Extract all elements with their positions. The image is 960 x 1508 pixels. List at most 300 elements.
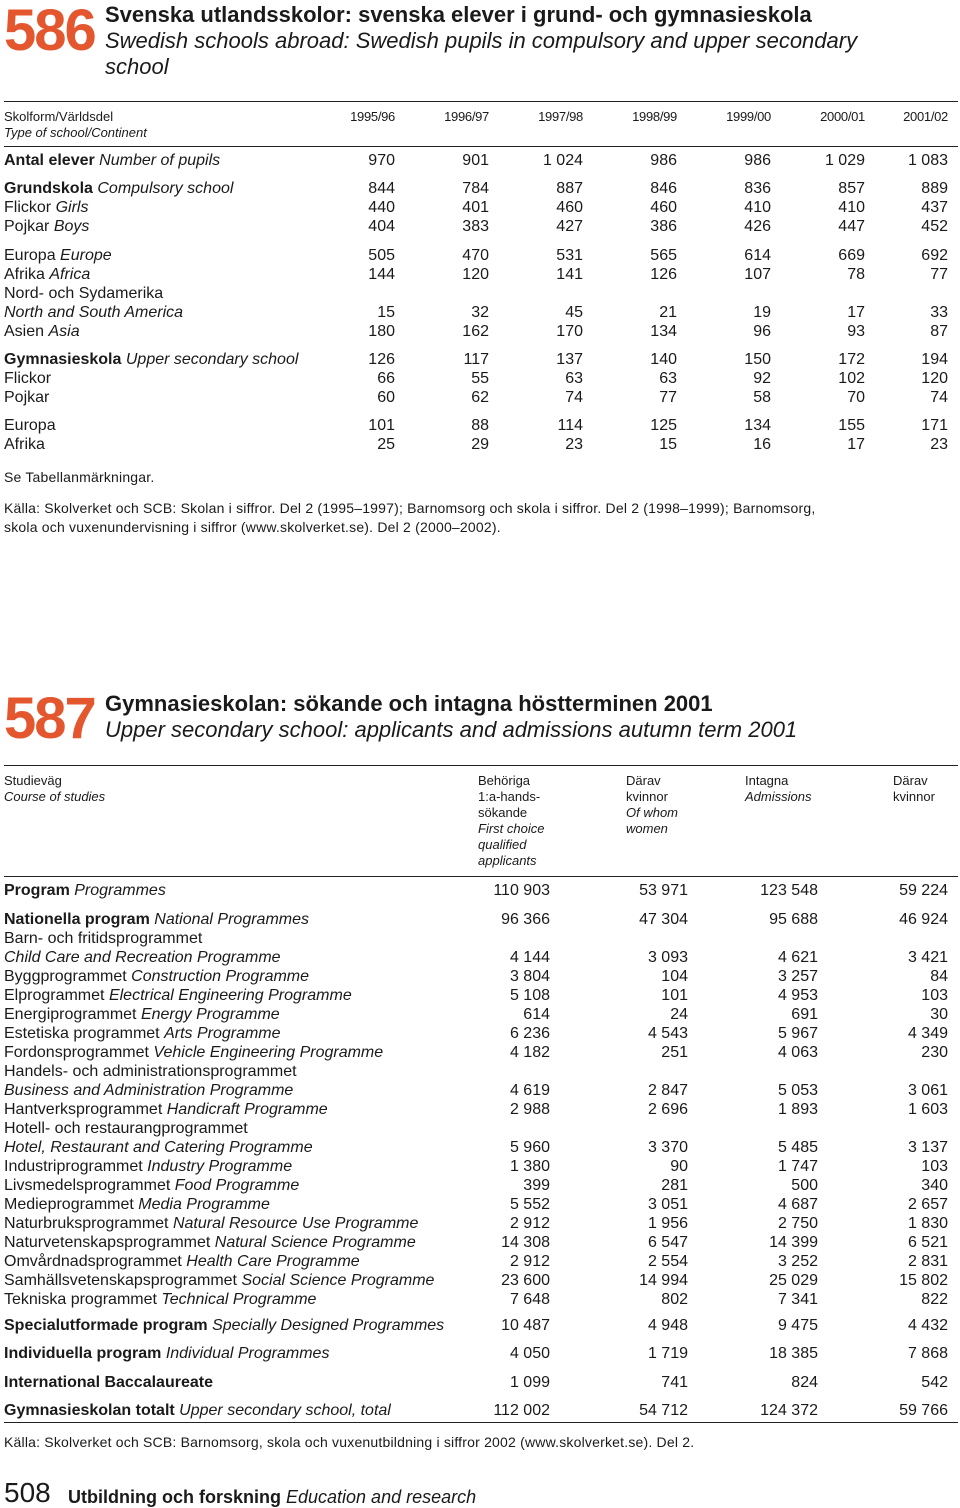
table-cell: 614: [744, 247, 771, 264]
table-cell: 62: [471, 389, 489, 406]
table-row: [4, 1119, 948, 1138]
table-cell: 155: [838, 417, 865, 434]
table-cell: 140: [650, 351, 677, 368]
row-label-en: Arts Programme: [164, 1025, 281, 1042]
table-cell: 614: [523, 1006, 550, 1023]
row-label-en: Hotel, Restaurant and Catering Programme: [4, 1139, 313, 1156]
table-cell: 4 621: [777, 949, 818, 966]
table-cell: 95 688: [769, 911, 818, 928]
row-label: [4, 369, 51, 388]
table-cell: 1 956: [647, 1215, 688, 1232]
table-row: [4, 929, 948, 948]
header-text: kvinnor: [893, 789, 935, 804]
table-cell: 60: [377, 389, 395, 406]
table-cell: 5 552: [509, 1196, 550, 1213]
row-label-en: Girls: [55, 199, 89, 216]
row-label: [4, 929, 202, 948]
table-row: [4, 179, 948, 198]
row-label: [4, 1138, 313, 1157]
row-label-en: Child Care and Recreation Programme: [4, 949, 281, 966]
table-cell: 691: [791, 1006, 818, 1023]
table-cell: 4 063: [777, 1044, 818, 1061]
table-cell: 452: [921, 218, 948, 235]
table-row: [4, 1214, 948, 1233]
row-label: [4, 1157, 292, 1176]
table-row: [4, 948, 948, 967]
table-cell: 17: [847, 436, 865, 453]
row-label-en: Upper secondary school, total: [179, 1402, 391, 1419]
table-cell: 14 994: [639, 1272, 688, 1289]
header-course-en: Course of studies: [4, 789, 106, 804]
table-cell: 194: [921, 351, 948, 368]
row-label: [4, 1271, 434, 1290]
table-cell: 401: [462, 199, 489, 216]
table-row: [4, 986, 948, 1005]
table-cell: 844: [368, 180, 395, 197]
row-label: [4, 1373, 213, 1392]
year-header: 1998/99: [632, 109, 677, 124]
table-cell: 1 719: [647, 1345, 688, 1362]
table-cell: 104: [661, 968, 688, 985]
table-cell: 107: [744, 266, 771, 283]
row-label-en: Technical Programme: [161, 1291, 317, 1308]
table-cell: 426: [744, 218, 771, 235]
header-of-whom-women-1: [626, 773, 678, 837]
table-cell: 1 083: [907, 152, 948, 169]
table-cell: 5 967: [777, 1025, 818, 1042]
row-label-en: Food Programme: [174, 1177, 300, 1194]
header-type-of-school-sv: Skolform/Världsdel: [4, 109, 114, 124]
row-label: [4, 217, 89, 236]
row-label: [4, 416, 56, 435]
row-label-sv: Hotell- och restaurangprogrammet: [4, 1120, 248, 1137]
table-cell: 101: [368, 417, 395, 434]
table-cell: 180: [368, 323, 395, 340]
row-label-en: Individual Programmes: [165, 1345, 330, 1362]
table-title-sv-586: Svenska utlandsskolor: svenska elever i grund- och gymnasieskola: [105, 2, 812, 27]
row-label-sv: Pojkar: [4, 218, 50, 235]
table-cell: 1 099: [509, 1374, 550, 1391]
row-label: [4, 1195, 270, 1214]
row-label: [4, 1233, 416, 1252]
table-row: [4, 369, 948, 388]
row-label-sv: Flickor: [4, 370, 52, 387]
table-row: [4, 1176, 948, 1195]
row-label-en: Asia: [48, 323, 80, 340]
table-row: [4, 217, 948, 236]
table-cell: 531: [556, 247, 583, 264]
table-cell: 110 903: [493, 882, 550, 899]
table-cell: 5 485: [777, 1139, 818, 1156]
table-cell: 84: [930, 968, 948, 985]
table-cell: 18 385: [769, 1345, 818, 1362]
table-cell: 59 224: [899, 882, 948, 899]
table-cell: 1 029: [824, 152, 865, 169]
year-header: 2000/01: [820, 109, 865, 124]
table-cell: 404: [368, 218, 395, 235]
year-header: 2001/02: [903, 109, 948, 124]
table-row: [4, 1233, 948, 1252]
year-header: 1995/96: [350, 109, 395, 124]
table-cell: 3 137: [907, 1139, 948, 1156]
table-cell: 19: [753, 304, 771, 321]
table-cell: 4 687: [777, 1196, 818, 1213]
table-cell: 150: [744, 351, 771, 368]
row-label-en: Number of pupils: [99, 152, 221, 169]
row-label-sv: Barn- och fritidsprogrammet: [4, 930, 203, 947]
header-text: women: [626, 821, 668, 836]
row-label: [4, 322, 80, 341]
table-cell: 3 257: [777, 968, 818, 985]
table-cell: 93: [847, 323, 865, 340]
table-cell: 55: [471, 370, 489, 387]
table-cell: 114: [557, 417, 583, 434]
row-label-sv: Energiprogrammet: [4, 1006, 137, 1023]
row-label: [4, 1119, 248, 1138]
table-cell: 2 696: [647, 1101, 688, 1118]
table-cell: 500: [791, 1177, 818, 1194]
table-cell: 92: [753, 370, 771, 387]
row-label-sv: Nationella program: [4, 911, 150, 928]
row-label-sv: Europa: [4, 247, 56, 264]
table-row: [4, 246, 948, 265]
table-row: [4, 1138, 948, 1157]
row-label-en: Media Programme: [138, 1196, 270, 1213]
table-cell: 96: [753, 323, 771, 340]
table-cell: 7 648: [509, 1291, 550, 1308]
row-label: [4, 881, 166, 900]
table-cell: 32: [471, 304, 489, 321]
table-cell: 2 554: [647, 1253, 688, 1270]
table-row: [4, 1271, 948, 1290]
table-cell: 45: [565, 304, 583, 321]
row-label-sv: Samhällsvetenskapsprogrammet: [4, 1272, 237, 1289]
table-cell: 4 182: [509, 1044, 550, 1061]
row-label: [4, 1062, 297, 1081]
table-cell: 126: [650, 266, 677, 283]
row-label-sv: Estetiska programmet: [4, 1025, 160, 1042]
year-header-row: [4, 109, 948, 125]
table-cell: 172: [838, 351, 865, 368]
table-cell: 53 971: [639, 882, 688, 899]
row-label: [4, 1316, 444, 1335]
row-label-en: Upper secondary school: [125, 351, 299, 368]
table-cell: 4 619: [509, 1082, 550, 1099]
table-cell: 120: [921, 370, 948, 387]
year-header: 1999/00: [726, 109, 771, 124]
table-cell: 58: [753, 389, 771, 406]
header-course-sv: Studieväg: [4, 773, 62, 788]
table-cell: 1 024: [542, 152, 583, 169]
header-text: Of whom: [626, 805, 679, 820]
table-cell: 120: [462, 266, 489, 283]
table-cell: 33: [930, 304, 948, 321]
footer-section-sv: Utbildning och forskning: [68, 1487, 281, 1507]
table-cell: 59 766: [899, 1402, 948, 1419]
table-cell: 74: [930, 389, 948, 406]
table-cell: 2 847: [647, 1082, 688, 1099]
table-cell: 1 830: [907, 1215, 948, 1232]
table-cell: 88: [471, 417, 489, 434]
table-cell: 125: [650, 417, 677, 434]
row-label-sv: Byggprogrammet: [4, 968, 127, 985]
table-cell: 824: [791, 1374, 818, 1391]
row-label-en: Business and Administration Programme: [4, 1082, 294, 1099]
page-number: 508: [4, 1477, 51, 1508]
footer-section-en: Education and research: [286, 1487, 477, 1507]
row-label-sv: Gymnasieskola: [4, 351, 122, 368]
row-label-sv: Naturbruksprogrammet: [4, 1215, 169, 1232]
row-label: [4, 303, 183, 322]
table-cell: 15: [659, 436, 677, 453]
row-label-sv: Grundskola: [4, 180, 93, 197]
table-cell: 3 093: [647, 949, 688, 966]
row-label: [4, 948, 281, 967]
header-text: Därav: [626, 773, 661, 788]
table-cell: 124 372: [760, 1402, 818, 1419]
table-row: [4, 435, 948, 454]
table-cell: 3 252: [777, 1253, 818, 1270]
table-cell: 47 304: [639, 911, 688, 928]
table-cell: 970: [368, 152, 395, 169]
row-label: [4, 1176, 299, 1195]
header-text: Behöriga: [478, 773, 531, 788]
header-text: kvinnor: [626, 789, 668, 804]
table-cell: 6 236: [509, 1025, 550, 1042]
table-cell: 1 603: [907, 1101, 948, 1118]
table-row: [4, 881, 948, 900]
row-label: [4, 1290, 316, 1309]
row-label-en: Natural Science Programme: [214, 1234, 416, 1251]
table-cell: 281: [661, 1177, 688, 1194]
table-cell: 87: [930, 323, 948, 340]
row-label: [4, 350, 298, 369]
table-cell: 1 893: [777, 1101, 818, 1118]
row-label-sv: Fordonsprogrammet: [4, 1044, 149, 1061]
table-cell: 7 868: [907, 1345, 948, 1362]
row-label: [4, 1024, 281, 1043]
row-label-sv: Afrika: [4, 436, 45, 453]
table-cell: 4 050: [509, 1345, 550, 1362]
source-586-line1: Källa: Skolverket och SCB: Skolan i siffror. Del 2 (1995–1997); Barnomsorg och skola i siffror. Del 2 (1998–1999); Barnomsorg,: [4, 500, 816, 516]
table-cell: 986: [744, 152, 771, 169]
row-label-en: Health Care Programme: [186, 1253, 360, 1270]
table-cell: 4 948: [647, 1317, 688, 1334]
table-cell: 25 029: [769, 1272, 818, 1289]
row-label-sv: Elprogrammet: [4, 987, 105, 1004]
row-label-en: Industry Programme: [147, 1158, 293, 1175]
table-cell: 134: [650, 323, 677, 340]
row-label-en: Handicraft Programme: [166, 1101, 328, 1118]
header-qualified-applicants: [478, 773, 544, 869]
table-cell: 102: [838, 370, 865, 387]
table-cell: 101: [661, 987, 688, 1004]
table-row: [4, 303, 948, 322]
row-label: [4, 1081, 293, 1100]
row-label-sv: Hantverksprogrammet: [4, 1101, 163, 1118]
table-cell: 103: [921, 987, 948, 1004]
table-cell: 4 144: [509, 949, 550, 966]
table-cell: 126: [368, 351, 395, 368]
table-cell: 889: [921, 180, 948, 197]
table-cell: 23: [565, 436, 583, 453]
header-admissions: [745, 773, 811, 805]
row-label-en: Boys: [53, 218, 90, 235]
table-cell: 901: [462, 152, 489, 169]
table-row: [4, 284, 948, 303]
row-label-sv: Pojkar: [4, 389, 50, 406]
row-label-en: Energy Programme: [140, 1006, 280, 1023]
table-cell: 66: [377, 370, 395, 387]
table-row: [4, 1024, 948, 1043]
row-label: [4, 910, 309, 929]
year-header: 1996/97: [444, 109, 489, 124]
table-cell: 505: [368, 247, 395, 264]
table-cell: 4 349: [907, 1025, 948, 1042]
table-title-en-587: Upper secondary school: applicants and admissions autumn term 2001: [105, 717, 798, 742]
row-label-sv: Gymnasieskolan totalt: [4, 1402, 175, 1419]
table-cell: 741: [661, 1374, 688, 1391]
table-cell: 3 421: [907, 949, 948, 966]
table-cell: 103: [921, 1158, 948, 1175]
table-row: [4, 198, 948, 217]
table-cell: 117: [463, 351, 489, 368]
table-cell: 399: [523, 1177, 550, 1194]
table-cell: 112 002: [493, 1402, 550, 1419]
row-label-en: North and South America: [4, 304, 184, 321]
row-label: [4, 967, 309, 986]
table-586-top-rule: [4, 101, 958, 102]
row-label: [4, 179, 233, 198]
table-cell: 123 548: [760, 882, 818, 899]
table-cell: 2 912: [509, 1215, 550, 1232]
table-title-en-586: Swedish schools abroad: Swedish pupils in compulsory and upper secondary: [105, 28, 858, 53]
row-label-en: Programmes: [74, 882, 166, 899]
row-label-en: Social Science Programme: [241, 1272, 435, 1289]
row-label-sv: Industriprogrammet: [4, 1158, 143, 1175]
table-row: [4, 1252, 948, 1271]
row-label-sv: Flickor: [4, 199, 52, 216]
row-label: [4, 1043, 383, 1062]
table-cell: 2 657: [907, 1196, 948, 1213]
table-row: [4, 265, 948, 284]
table-row: [4, 1005, 948, 1024]
header-text: Admissions: [745, 789, 812, 804]
row-label-en: Electrical Engineering Programme: [108, 987, 352, 1004]
footer-section: [68, 1486, 476, 1508]
table-587-top-rule: [4, 765, 958, 766]
table-cell: 162: [462, 323, 489, 340]
row-label: [4, 1344, 329, 1363]
table-cell: 5 053: [777, 1082, 818, 1099]
table-cell: 74: [565, 389, 583, 406]
table-cell: 17: [847, 304, 865, 321]
table-cell: 14 308: [501, 1234, 550, 1251]
table-row: [4, 1062, 948, 1081]
table-row: [4, 1100, 948, 1119]
row-label-sv: Individuella program: [4, 1345, 162, 1362]
table-row: [4, 350, 948, 369]
table-cell: 171: [921, 417, 948, 434]
table-cell: 3 804: [509, 968, 550, 985]
table-cell: 137: [556, 351, 583, 368]
row-label: [4, 1100, 328, 1119]
row-label: [4, 1252, 360, 1271]
row-label-sv: Afrika: [4, 266, 45, 283]
table-row: [4, 1344, 948, 1363]
table-row: [4, 1290, 948, 1309]
table-cell: 63: [659, 370, 677, 387]
table-cell: 5 108: [509, 987, 550, 1004]
table-cell: 14 399: [769, 1234, 818, 1251]
row-label-en: Africa: [49, 266, 91, 283]
table-cell: 63: [565, 370, 583, 387]
table-row: [4, 322, 948, 341]
table-cell: 669: [838, 247, 865, 264]
table-cell: 141: [556, 266, 583, 283]
table-cell: 386: [650, 218, 677, 235]
table-cell: 986: [650, 152, 677, 169]
table-cell: 2 988: [509, 1101, 550, 1118]
table-cell: 846: [650, 180, 677, 197]
table-cell: 6 547: [647, 1234, 688, 1251]
table-cell: 3 370: [647, 1139, 688, 1156]
table-cell: 822: [921, 1291, 948, 1308]
table-row: [4, 1373, 948, 1392]
source-586-line2: skola och vuxenundervisning i siffror (www.skolverket.se). Del 2 (2000–2002).: [4, 519, 501, 535]
table-cell: 5 960: [509, 1139, 550, 1156]
row-label-sv: Medieprogrammet: [4, 1196, 134, 1213]
table-cell: 3 051: [647, 1196, 688, 1213]
table-cell: 836: [744, 180, 771, 197]
row-label-sv: Livsmedelsprogrammet: [4, 1177, 171, 1194]
header-text: Intagna: [745, 773, 789, 788]
table-cell: 427: [556, 218, 583, 235]
table-cell: 565: [650, 247, 677, 264]
table-cell: 230: [921, 1044, 948, 1061]
table-cell: 437: [921, 199, 948, 216]
table-cell: 410: [838, 199, 865, 216]
header-text: First choice: [478, 821, 545, 836]
table-cell: 692: [921, 247, 948, 264]
table-cell: 134: [744, 417, 771, 434]
header-text: 1:a-hands-: [478, 789, 541, 804]
table-cell: 144: [368, 266, 395, 283]
table-cell: 23: [930, 436, 948, 453]
table-cell: 4 432: [907, 1317, 948, 1334]
table-cell: 30: [930, 1006, 948, 1023]
table-row: [4, 1157, 948, 1176]
header-text: sökande: [478, 805, 528, 820]
row-label-en: Vehicle Engineering Programme: [153, 1044, 384, 1061]
row-label-sv: Handels- och administrationsprogrammet: [4, 1063, 297, 1080]
row-label: [4, 284, 163, 303]
header-text: applicants: [478, 853, 537, 868]
row-label: [4, 388, 49, 407]
table-cell: 251: [661, 1044, 688, 1061]
row-label-sv: Tekniska programmet: [4, 1291, 157, 1308]
row-label-en: Europe: [60, 247, 112, 264]
table-cell: 46 924: [899, 911, 948, 928]
row-label: [4, 1214, 418, 1233]
table-cell: 447: [838, 218, 865, 235]
table-cell: 15 802: [899, 1272, 948, 1289]
table-cell: 887: [556, 180, 583, 197]
table-row: [4, 967, 948, 986]
header-type-of-school-en: Type of school/Continent: [4, 125, 147, 140]
table-cell: 15: [377, 304, 395, 321]
row-label-en: Specially Designed Programmes: [212, 1317, 445, 1334]
